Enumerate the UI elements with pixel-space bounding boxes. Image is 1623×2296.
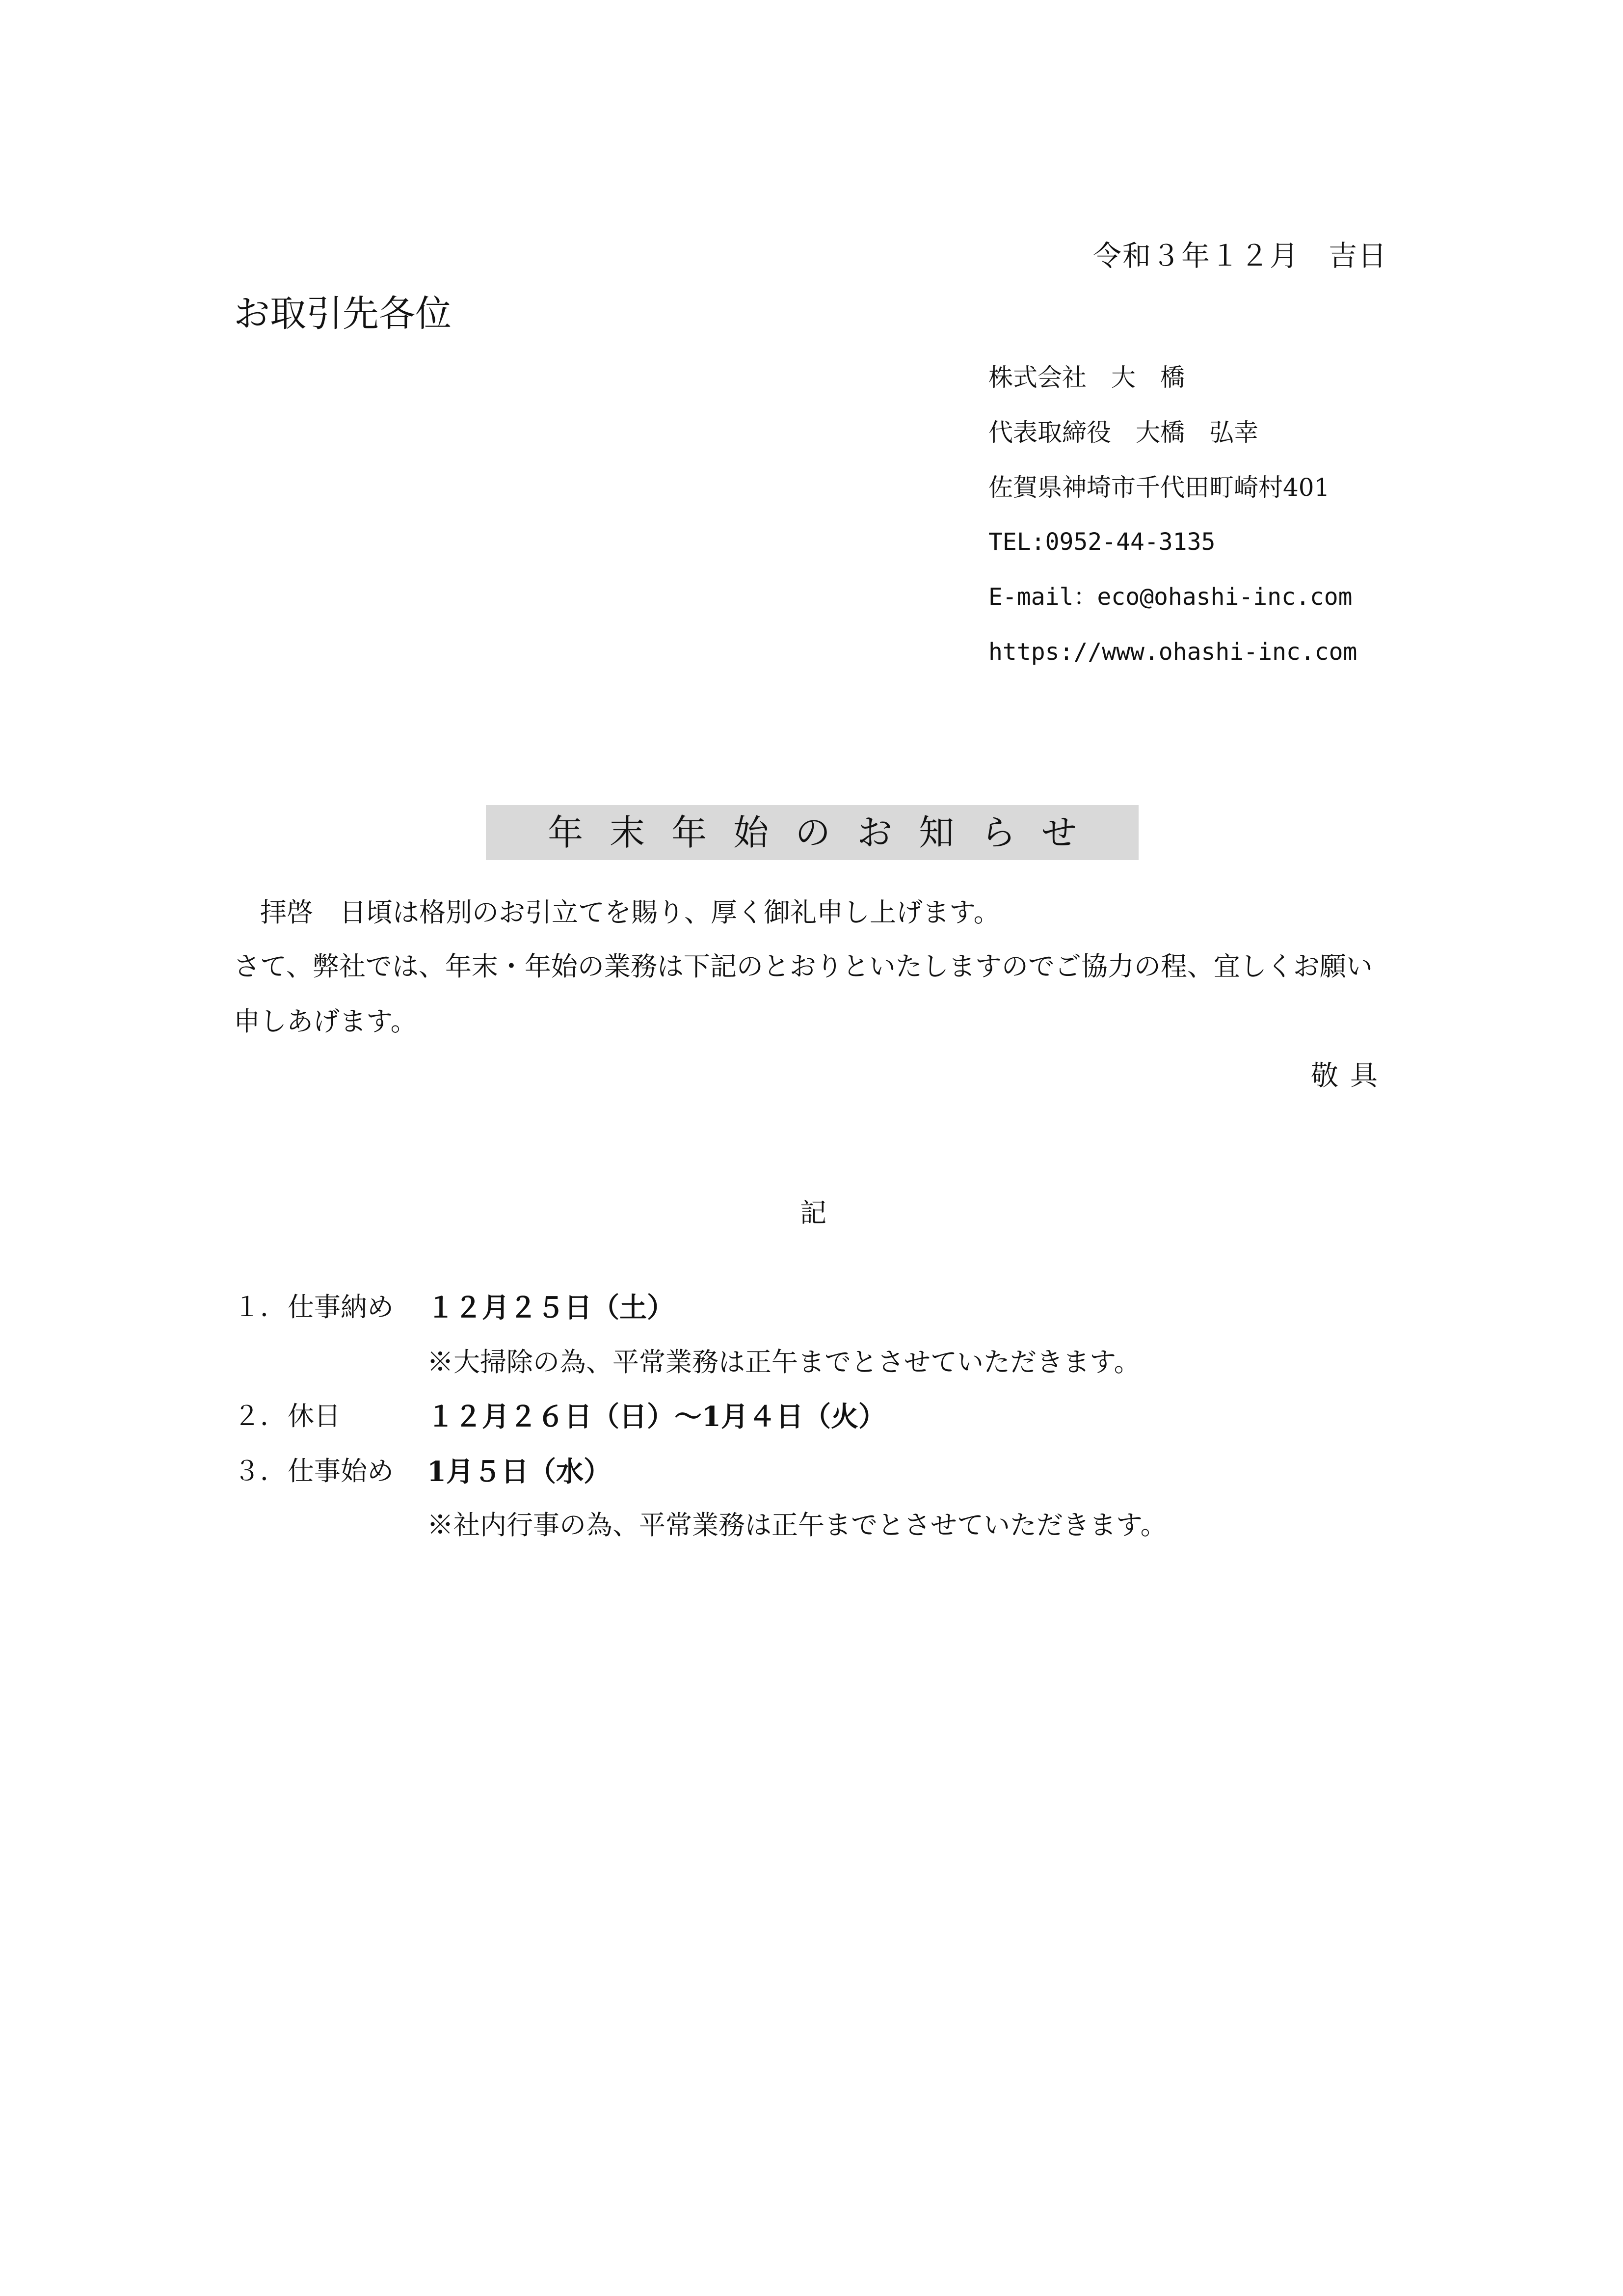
sender-email: E-mail：eco@ohashi-inc.com	[988, 583, 1353, 611]
sender-url: https://www.ohashi-inc.com	[988, 638, 1357, 666]
body-paragraph-line-2: 申しあげます。	[234, 1006, 417, 1037]
sender-representative: 代表取締役 大橋 弘幸	[988, 418, 1258, 447]
item-label: 仕事始め	[288, 1456, 394, 1486]
sender-tel: TEL:0952-44-3135	[988, 528, 1216, 556]
item-number: ２．	[234, 1401, 287, 1432]
item-number: ３．	[234, 1456, 287, 1486]
item-date: １２月２６日（日）～1月４日（火）	[427, 1401, 886, 1433]
body-paragraph-line-1: さて、弊社では、年末・年始の業務は下記のとおりといたしますのでご協力の程、宜しくお願い	[234, 951, 1373, 982]
ki-heading: 記	[800, 1197, 826, 1228]
sender-address: 佐賀県神埼市千代田町崎村401	[988, 473, 1330, 502]
item-note: ※社内行事の為、平常業務は正午までとさせていただきます。	[427, 1510, 1167, 1540]
item-number: １．	[234, 1292, 287, 1323]
item-note: ※大掃除の為、平常業務は正午までとさせていただきます。	[427, 1347, 1141, 1378]
notice-title: 年末年始のお知らせ	[486, 805, 1139, 860]
item-date: 1月５日（水）	[427, 1456, 611, 1488]
recipient-heading: お取引先各位	[234, 293, 452, 335]
closing-phrase: 敬具	[1311, 1060, 1389, 1092]
item-label: 仕事納め	[288, 1292, 394, 1323]
letter-date: 令和３年１２月 吉日	[1092, 239, 1387, 272]
item-label: 休日	[288, 1401, 341, 1432]
greeting-line: 拝啓 日頃は格別のお引立てを賜り、厚く御礼申し上げます。	[260, 897, 1000, 928]
sender-company: 株式会社 大 橋	[988, 363, 1185, 392]
item-date: １２月２５日（土）	[427, 1292, 674, 1324]
